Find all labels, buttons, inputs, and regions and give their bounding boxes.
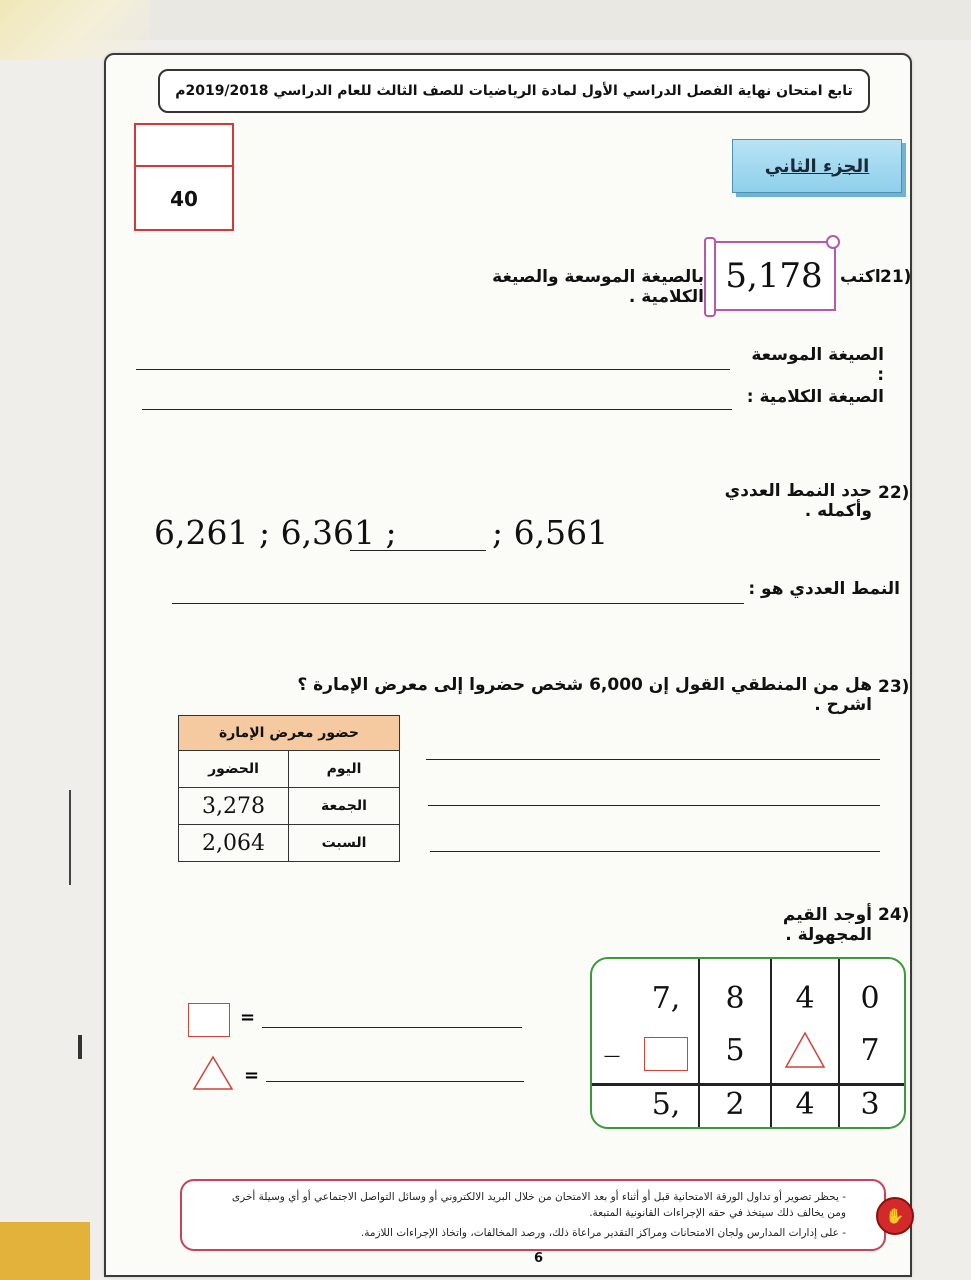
notice-line: - على إدارات المدارس ولجان الامتحانات ومراكز التقدير مراعاة ذلك، ورصد المخالفات، واتخاذ الإجراءات اللازمة. <box>360 1227 846 1239</box>
score-box <box>134 123 234 231</box>
footer-notice <box>180 1179 886 1251</box>
unknown-triangle-icon <box>192 1055 234 1091</box>
score-divider <box>136 165 232 167</box>
exam-title: تابع امتحان نهاية الفصل الدراسي الأول لمادة الرياضيات للصف الثالث للعام الدراسي 2019/2018م <box>175 83 853 99</box>
q23-text: هل من المنطقي القول إن 6,000 شخص حضروا إلى معرض الإمارة ؟ اشرح . <box>297 675 872 715</box>
stop-hand-icon: ✋ <box>876 1197 914 1235</box>
q21-number: 21) <box>880 267 912 287</box>
q24-number: 24) <box>878 905 910 925</box>
unknown-square-icon <box>644 1037 688 1071</box>
answer-line[interactable] <box>142 409 732 410</box>
table-cell-attendance: 3,278 <box>179 788 289 825</box>
attendance-table <box>178 715 400 862</box>
q22-text: حدد النمط العددي وأكمله . <box>724 481 872 521</box>
grid-digit: 2 <box>725 1087 745 1122</box>
part-banner <box>732 139 902 193</box>
grid-digit: 4 <box>795 1087 815 1122</box>
sequence-start: 6,261 ; 6,361 ; <box>154 513 397 552</box>
table-row <box>179 788 400 825</box>
answer-line[interactable] <box>430 851 880 852</box>
grid-digit: 7 <box>860 1033 880 1068</box>
notice-line: - يحظر تصوير أو تداول الورقة الامتحانية قبل أو أثناء أو بعد الامتحان من خلال البريد الالكتروني أو وسائل التواصل الاجتماعي أو أي وسيلة أخرى <box>231 1191 846 1203</box>
subtraction-grid <box>590 957 906 1129</box>
grid-digit: 0 <box>860 981 880 1016</box>
table-caption: حضور معرض الإمارة <box>179 716 400 751</box>
sequence-end: ; 6,561 <box>492 513 609 552</box>
q21-tail: بالصيغة الموسعة والصيغة الكلامية . <box>492 267 704 307</box>
background-corner <box>0 1222 90 1280</box>
page-number: 6 <box>534 1251 544 1266</box>
minus-sign: _ <box>604 1023 620 1058</box>
table-header-day: اليوم <box>289 751 400 788</box>
table-header-attendance: الحضور <box>179 751 289 788</box>
table-row <box>179 825 400 862</box>
table-caption-row <box>179 716 400 751</box>
unknown-triangle-icon <box>784 1031 826 1069</box>
table-header-row <box>179 751 400 788</box>
background-corner <box>0 0 150 60</box>
exam-header <box>158 69 870 113</box>
grid-digit: 8 <box>725 981 745 1016</box>
unknown-square-icon <box>188 1003 230 1037</box>
answer-line[interactable] <box>428 805 880 806</box>
sequence-blank[interactable] <box>350 550 486 551</box>
q21-number-box <box>712 241 836 311</box>
grid-digit: 4 <box>795 981 815 1016</box>
grid-digit: 3 <box>860 1087 880 1122</box>
grid-digit: 5, <box>651 1087 681 1122</box>
q21-expanded-label: الصيغة الموسعة : <box>751 345 884 385</box>
q23-number: 23) <box>878 677 910 697</box>
table-cell-day: الجمعة <box>289 788 400 825</box>
q21-word-label: الصيغة الكلامية : <box>746 387 884 407</box>
q21-lead: اكتب <box>840 267 881 287</box>
table-cell-day: السبت <box>289 825 400 862</box>
score-total: 40 <box>170 187 198 211</box>
answer-line[interactable] <box>426 759 880 760</box>
grid-digit: 5 <box>725 1033 745 1068</box>
background-mark <box>69 790 71 885</box>
table-cell-attendance: 2,064 <box>179 825 289 862</box>
background-mark <box>78 1035 82 1059</box>
grid-digit: 7, <box>651 981 681 1016</box>
notice-line: ومن يخالف ذلك سيتخذ في حقه الإجراءات القانونية المتبعة. <box>589 1207 846 1219</box>
part-label: الجزء الثاني <box>764 155 870 177</box>
grid-result-line <box>592 1083 904 1086</box>
equals-sign: = <box>240 1007 256 1028</box>
exam-page <box>104 53 912 1277</box>
square-answer-line[interactable] <box>262 1027 522 1028</box>
q22-number: 22) <box>878 483 910 503</box>
q22-pattern-label: النمط العددي هو : <box>748 579 900 599</box>
q24-text: أوجد القيم المجهولة . <box>782 905 872 945</box>
q21-number-value: 5,178 <box>725 256 823 296</box>
equals-sign: = <box>244 1065 260 1086</box>
triangle-answer-line[interactable] <box>266 1081 524 1082</box>
answer-line[interactable] <box>136 369 730 370</box>
answer-line[interactable] <box>172 603 744 604</box>
